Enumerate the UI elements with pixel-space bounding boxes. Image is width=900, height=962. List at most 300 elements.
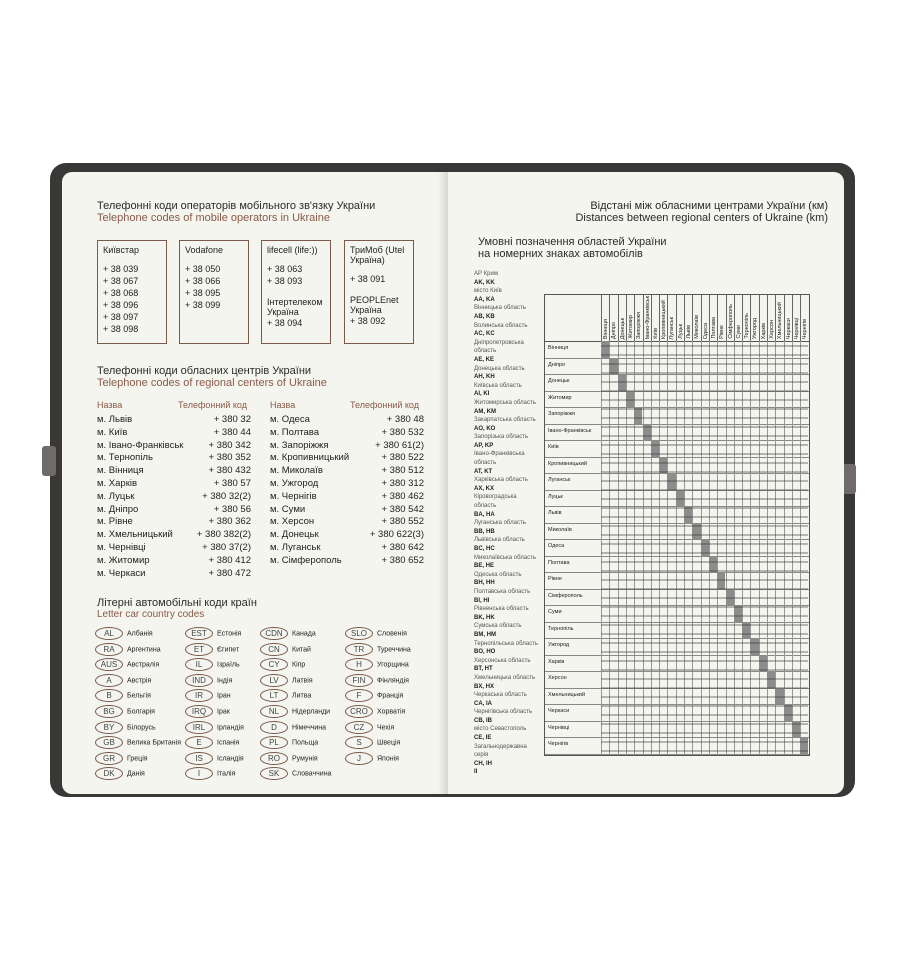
regional-row [97, 452, 251, 465]
distance-row-city: Луцьк [548, 493, 563, 500]
country-oval-code: CRO [345, 705, 373, 718]
country-oval-code: BG [95, 705, 123, 718]
regional-code: + 380 57 [213, 478, 251, 489]
country-name: Литва [292, 692, 312, 700]
regional-code: + 380 56 [213, 503, 251, 515]
country-oval-code: B [95, 689, 123, 702]
operator-code: + 38 091 [350, 274, 386, 284]
regional-row [97, 568, 251, 581]
regional-code: + 380 412 [208, 554, 251, 566]
distance-row-city: Рівне [548, 576, 562, 582]
distance-col-city: Ужгород [752, 317, 759, 339]
country-code-item [95, 767, 191, 781]
regional-city: м. Івано-Франківськ [97, 439, 184, 451]
regional-code: + 380 552 [381, 516, 424, 528]
distance-row-city: Черкаси [548, 708, 570, 714]
plate-codes: BB, HB [474, 528, 495, 535]
regional-city: м. Дніпро [97, 503, 139, 515]
plate-codes: BI, HI [474, 597, 490, 604]
regional-code: + 380 32 [213, 414, 251, 425]
plate-codes: AP, KP [474, 442, 494, 449]
plate-codes: BA, HA [474, 511, 495, 518]
distance-row-city: Київ [548, 444, 559, 450]
regional-row [97, 555, 251, 568]
regional-city: м. Чернівці [97, 542, 146, 553]
distance-col-header [800, 295, 810, 341]
plate-codes: BE, HE [474, 563, 495, 570]
country-code-item [345, 674, 441, 688]
regional-city: м. Миколаїв [270, 465, 323, 477]
country-oval-code: F [345, 689, 373, 702]
plate-region: Дніпропетровська область [474, 339, 524, 355]
regional-city: м. Черкаси [97, 567, 146, 579]
regional-row [97, 440, 251, 453]
country-code-item [260, 721, 356, 735]
operator-code: + 38 066 [185, 276, 221, 286]
country-name: Китай [292, 645, 311, 653]
regional-city: м. Донецьк [270, 529, 319, 541]
regional-row [97, 542, 251, 555]
distance-col-city: Донецьк [619, 317, 626, 339]
distances-title-ua: Відстані між обласними центрами України (км) [590, 200, 828, 212]
plate-codes: BT, HT [474, 666, 493, 673]
regional-col-name-right: Назва [270, 400, 296, 410]
regional-code: + 380 652 [381, 554, 424, 566]
distance-col-city: Чернігів [802, 318, 809, 339]
regional-city: м. Полтава [270, 426, 320, 438]
regional-city: м. Одеса [270, 414, 310, 425]
country-oval-code: J [345, 752, 373, 765]
distance-row-city: Івано-Франківськ [548, 427, 592, 434]
plate-region: АР Крим [474, 271, 498, 277]
distances-title-en: Distances between regional centers of Ukraine (km) [575, 212, 828, 224]
regional-code: + 380 342 [208, 439, 251, 451]
regional-code: + 380 37(2) [202, 542, 251, 553]
operator-code: + 38 039 [103, 264, 139, 274]
regional-city: м. Київ [97, 426, 128, 438]
country-oval-code: H [345, 658, 373, 671]
country-name: Ірландія [217, 723, 244, 731]
regional-row [270, 465, 424, 478]
country-name: Болгарія [127, 708, 155, 716]
distance-row-city: Тернопіль [548, 625, 574, 632]
country-code-item [345, 721, 441, 735]
regional-row [97, 516, 251, 529]
distance-row-city: Херсон [548, 675, 567, 681]
regional-city: м. Херсон [270, 516, 315, 528]
plate-codes: AM, KM [474, 408, 496, 415]
distance-col-city: Київ [652, 328, 659, 339]
regional-code: + 380 48 [386, 414, 424, 425]
regional-city: м. Кропивницький [270, 452, 350, 464]
country-name: Японія [377, 755, 399, 763]
country-oval-code: CN [260, 643, 288, 656]
country-oval-code: LV [260, 674, 288, 687]
country-oval-code: TR [345, 643, 373, 656]
regional-col-code-right: Телефонний код [350, 400, 419, 410]
regional-city: м. Чернігів [270, 490, 317, 502]
country-code-item [95, 658, 191, 672]
plate-codes: AB, KB [474, 313, 495, 320]
plate-codes: AC, KC [474, 331, 495, 338]
distance-col-city: Луганськ [669, 316, 676, 339]
plate-region: Луганська область [474, 520, 526, 527]
plate-region: Полтавська область [474, 588, 531, 595]
country-oval-code: IRQ [185, 705, 213, 718]
country-name: Аргентина [127, 645, 161, 653]
distance-row-city: Харків [548, 658, 565, 665]
operator-sub-name: PEOPLEnet Україна [350, 295, 399, 315]
country-code-item [345, 627, 441, 641]
country-oval-code: PL [260, 736, 288, 749]
plate-codes: CE, IE [474, 735, 492, 742]
country-name: Ісландія [217, 755, 244, 763]
operator-code: + 38 098 [103, 324, 139, 334]
country-name: Туреччина [377, 645, 411, 653]
country-code-item [260, 674, 356, 688]
regional-row [97, 427, 251, 440]
country-code-item [95, 736, 191, 750]
country-oval-code: EST [185, 627, 213, 640]
country-oval-code: IR [185, 689, 213, 702]
country-oval-code: DK [95, 767, 123, 780]
plate-codes: CH, IH [474, 760, 492, 767]
distance-row-city: Миколаїв [548, 526, 572, 533]
distance-row-city: Ужгород [548, 642, 570, 648]
distance-row-city: Суми [548, 609, 562, 615]
plate-codes: BC, HC [474, 546, 495, 552]
regional-code: + 380 532 [381, 426, 424, 438]
plate-region: Тернопільська область [474, 640, 538, 647]
operator-code: + 38 099 [185, 300, 221, 310]
operator-box [97, 240, 167, 344]
plate-codes: CB, IB [474, 717, 492, 724]
country-name: Фінляндія [377, 677, 409, 685]
plate-codes: AI, KI [474, 391, 490, 398]
country-name: Білорусь [127, 723, 156, 731]
regional-row [97, 465, 251, 478]
country-name: Австрія [127, 677, 152, 685]
distance-table-header [545, 295, 809, 342]
regional-row [270, 452, 424, 465]
distance-row-city: Донецьк [548, 378, 570, 384]
plate-region: Черкаська область [474, 692, 527, 699]
country-oval-code: ET [185, 643, 213, 656]
regional-row [97, 504, 251, 517]
country-oval-code: RA [95, 643, 123, 656]
country-name: Австралія [127, 661, 160, 669]
regional-row [97, 478, 251, 491]
country-code-item [345, 705, 441, 719]
country-name: Німеччина [292, 723, 327, 731]
plate-region: Харківська область [474, 477, 528, 484]
plate-codes: AH, KH [474, 374, 495, 381]
country-name: Франція [377, 692, 404, 700]
plate-region: Сумська область [474, 623, 522, 630]
operator-box [261, 240, 331, 344]
plates-title: Умовні позначення областей України на номерних знаках автомобілів [478, 236, 667, 260]
country-name: Словаччина [292, 770, 332, 778]
distance-col-city: Рівне [719, 325, 726, 339]
country-code-item [260, 689, 356, 703]
operator-name: ТриМоб (Utel Україна) [350, 245, 405, 265]
operator-code: + 38 067 [103, 276, 139, 286]
countries-title-ua: Літерні автомобільні коди країн [97, 597, 257, 609]
operator-code: + 38 097 [103, 312, 139, 322]
distance-values [601, 342, 808, 754]
plate-region: Житомирська область [474, 399, 536, 406]
country-oval-code: AL [95, 627, 123, 640]
regional-code: + 380 312 [381, 478, 424, 489]
distance-row-city: Одеса [548, 543, 565, 549]
regional-row [270, 542, 424, 555]
country-code-item [345, 736, 441, 750]
regional-title-en: Telephone codes of regional centers of Ukraine [97, 377, 327, 389]
regional-col-name-left: Назва [97, 400, 123, 410]
countries-title-en: Letter car country codes [97, 609, 205, 620]
distance-col-city: Тернопіль [744, 313, 751, 339]
country-oval-code: FIN [345, 674, 373, 687]
country-name: Естонія [217, 630, 242, 638]
distance-col-city: Сімферополь [727, 304, 734, 339]
regional-city: м. Хмельницький [97, 529, 173, 541]
country-oval-code: E [185, 736, 213, 749]
plate-codes: AT, KT [474, 468, 493, 475]
left-strap-clip [42, 446, 56, 476]
regional-city: м. Рівне [97, 516, 133, 528]
regional-city: м. Запоріжжя [270, 439, 329, 451]
country-code-item [345, 689, 441, 703]
distance-col-city: Одеса [702, 322, 709, 339]
country-oval-code: CZ [345, 721, 373, 734]
plate-region: Київська область [474, 382, 522, 389]
operator-sub-name: Інтертелеком Україна [267, 297, 323, 317]
country-name: Албанія [127, 630, 153, 638]
country-code-item [260, 643, 356, 657]
regional-row [270, 478, 424, 491]
country-oval-code: D [260, 721, 288, 734]
plate-codes: BK, HK [474, 614, 495, 621]
country-name: Італія [217, 770, 236, 778]
country-code-item [95, 627, 191, 641]
distance-row-city: Запоріжжя [548, 411, 576, 417]
mobile-title-ua: Телефонні коди операторів мобільного зв'язку України [97, 200, 376, 212]
country-name: Швеція [377, 739, 401, 747]
country-oval-code: SLO [345, 627, 373, 640]
country-name: Хорватія [377, 708, 406, 716]
plate-codes: BO, HO [474, 649, 496, 656]
plate-codes: CA, IA [474, 700, 492, 707]
regional-row [270, 440, 424, 453]
country-oval-code: SK [260, 767, 288, 780]
regional-city: м. Луганськ [270, 542, 321, 553]
country-name: Ірак [217, 708, 230, 716]
regional-row [97, 491, 251, 504]
country-name: Велика Британія [127, 739, 182, 747]
distance-col-city: Харків [760, 322, 767, 339]
country-oval-code: AUS [95, 658, 123, 671]
country-name: Кіпр [292, 661, 306, 669]
plate-codes: BX, HX [474, 683, 495, 690]
country-oval-code: A [95, 674, 123, 687]
plate-codes: AX, KX [474, 485, 495, 492]
regional-code: + 380 522 [381, 452, 424, 464]
right-page [448, 172, 844, 794]
country-name: Єгипет [217, 645, 240, 653]
country-oval-code: NL [260, 705, 288, 718]
country-code-item [260, 658, 356, 672]
country-name: Ізраїль [217, 661, 240, 669]
left-page [62, 172, 448, 794]
plate-codes: II [474, 769, 478, 776]
distance-col-city: Луцьк [677, 324, 684, 339]
operator-name: lifecell (life:)) [267, 245, 318, 255]
mobile-title-en: Telephone codes of mobile operators in Ukraine [97, 212, 330, 224]
distance-row-city: Чернівці [548, 724, 570, 731]
country-oval-code: IL [185, 658, 213, 671]
country-oval-code: GB [95, 736, 123, 749]
regional-row [97, 414, 251, 427]
regional-row [270, 491, 424, 504]
plate-region: Запорізька область [474, 434, 529, 441]
distance-col-city: Львів [686, 325, 692, 339]
plate-region: Одеська область [474, 571, 522, 578]
regional-row [97, 529, 251, 542]
country-code-item [345, 643, 441, 657]
plate-codes: BM, HM [474, 631, 496, 638]
operator-box [179, 240, 249, 344]
regional-city: м. Ужгород [270, 478, 319, 489]
distance-col-city: Запоріжжя [636, 311, 643, 339]
operator-code: + 38 095 [185, 288, 221, 298]
operator-code: + 38 093 [267, 276, 303, 286]
distance-row-city: Луганськ [548, 477, 571, 483]
country-oval-code: S [345, 736, 373, 749]
distance-table [544, 294, 810, 756]
country-code-item [260, 705, 356, 719]
country-name: Данія [127, 770, 145, 778]
regional-city: м. Сімферополь [270, 554, 342, 566]
country-name: Латвія [292, 677, 313, 685]
plate-codes: AA, KA [474, 296, 495, 303]
country-oval-code: CDN [260, 627, 288, 640]
plate-region: Львівська область [474, 537, 525, 544]
distance-row-city: Полтава [548, 559, 570, 566]
right-strap-clip [842, 464, 856, 494]
plate-region: Вінницька область [474, 305, 526, 312]
country-oval-code: IS [185, 752, 213, 765]
plate-region: Миколаївська область [474, 554, 536, 561]
regional-code: + 380 622(3) [369, 529, 424, 541]
country-code-item [345, 752, 441, 766]
operator-code: + 38 063 [267, 264, 303, 274]
regional-code: + 380 512 [381, 465, 424, 477]
regional-code: + 380 382(2) [196, 529, 251, 541]
regional-city: м. Тернопіль [97, 452, 153, 464]
regional-city: м. Житомир [97, 554, 150, 566]
regional-code: + 380 362 [208, 516, 251, 528]
distance-row-city: Хмельницький [548, 691, 586, 698]
regional-code: + 380 44 [213, 426, 251, 438]
country-code-item [95, 689, 191, 703]
country-code-item [260, 767, 356, 781]
country-name: Греція [127, 755, 148, 763]
regional-code: + 380 472 [208, 567, 251, 579]
regional-row [270, 555, 424, 568]
plate-codes: AE, KE [474, 356, 495, 363]
plate-codes: AO, KO [474, 425, 496, 432]
plate-region: Івано-Франківська область [474, 451, 525, 467]
distance-col-city: Миколаїв [694, 315, 701, 339]
distance-col-city: Херсон [769, 320, 775, 339]
country-code-item [95, 721, 191, 735]
plate-region: Волинська область [474, 322, 528, 329]
country-name: Канада [292, 630, 316, 638]
operator-name: Vodafone [185, 245, 224, 255]
distance-col-city: Суми [735, 325, 742, 339]
distance-col-city: Житомир [627, 315, 634, 339]
regional-code: + 380 32(2) [202, 490, 251, 502]
distance-row-city: Кропивницький [548, 460, 587, 467]
country-oval-code: LT [260, 689, 288, 702]
country-name: Іран [217, 692, 231, 700]
country-code-item [95, 705, 191, 719]
plate-region: Донецька область [474, 365, 525, 372]
distance-row-city: Львів [548, 510, 562, 516]
plate-region: Чернігівська область [474, 709, 533, 716]
country-oval-code: CY [260, 658, 288, 671]
distance-col-city: Черкаси [785, 317, 792, 339]
country-oval-code: GR [95, 752, 123, 765]
regional-row [270, 529, 424, 542]
regional-row [270, 414, 424, 427]
regional-city: м. Харків [97, 478, 138, 489]
regional-city: м. Вінниця [97, 465, 144, 477]
country-code-item [260, 627, 356, 641]
country-name: Польща [292, 739, 319, 747]
plate-region: місто Севастополь [474, 726, 527, 733]
distance-row-city: Вінниця [548, 345, 569, 351]
plates-list [474, 270, 540, 777]
country-name: Бельгія [127, 692, 151, 700]
country-name: Словенія [377, 630, 407, 638]
regional-code: + 380 462 [381, 490, 424, 502]
distance-col-city: Дніпро [611, 321, 618, 339]
plate-region: Закарпатська область [474, 417, 536, 424]
regional-code: + 380 432 [208, 465, 251, 477]
distance-col-city: Чернівці [793, 317, 800, 339]
plate-region: Кіровоградська область [474, 494, 517, 510]
country-oval-code: BY [95, 721, 123, 734]
distance-col-city: Хмельницький [777, 301, 784, 339]
country-name: Нідерланди [292, 708, 331, 716]
distance-row-city: Дніпро [548, 361, 566, 368]
operator-code: + 38 094 [267, 318, 303, 328]
operator-box [344, 240, 414, 344]
regional-code: + 380 542 [381, 503, 424, 515]
distance-col-city: Івано-Франківськ [644, 295, 651, 339]
country-oval-code: IRL [185, 721, 213, 734]
regional-city: м. Суми [270, 503, 306, 515]
country-oval-code: RO [260, 752, 288, 765]
country-code-item [95, 752, 191, 766]
country-code-item [95, 674, 191, 688]
distance-row-city: Житомир [548, 394, 572, 401]
distance-col-city: Кропивницький [661, 300, 668, 339]
distance-row-city: Чернігів [548, 741, 569, 747]
plate-region: Загальнодержавна серія [474, 743, 527, 759]
distance-row-city: Сімферополь [548, 592, 583, 599]
